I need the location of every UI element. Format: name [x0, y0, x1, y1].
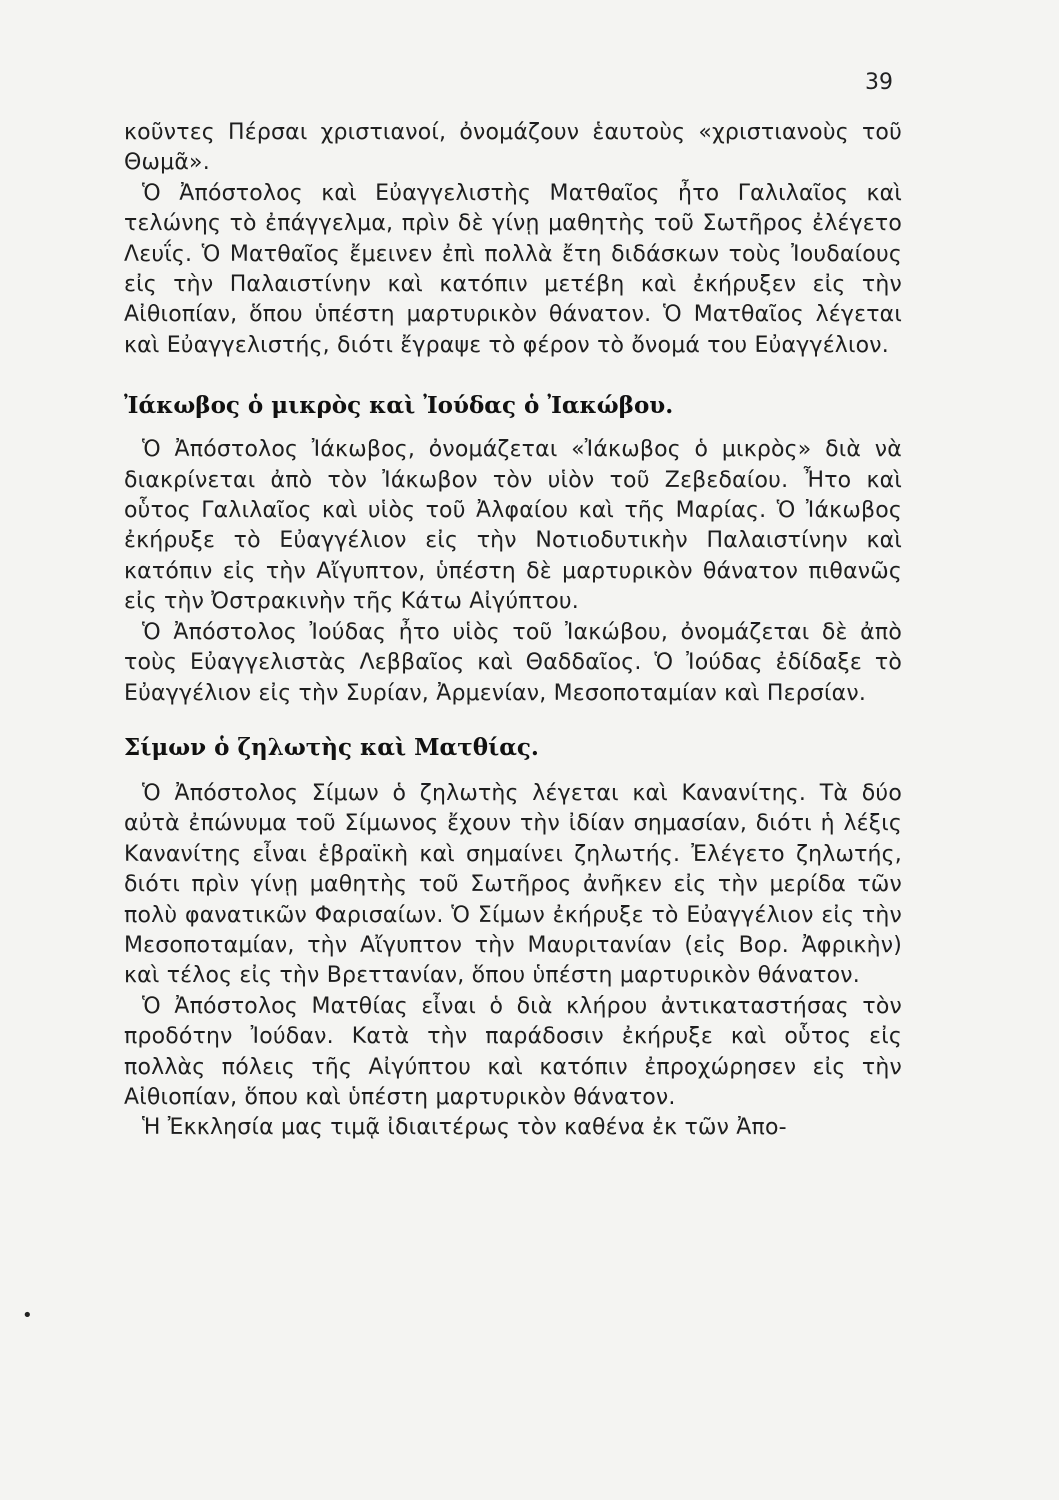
page-number: 39	[865, 70, 893, 95]
matthew-paragraph: Ὁ Ἀπόστολος καὶ Εὐαγγελιστὴς Ματθαῖος ἦτο Γαλιλαῖος καὶ τελώνης τὸ ἐπάγγελμα, πρὶν δὲ γίνῃ μαθητὴς τοῦ Σωτῆρος ἐλέγετο Λευΐς. Ὁ Ματθαῖος ἔμεινεν ἐπὶ πολλὰ ἔτη διδάσκων τοὺς Ἰουδαίους εἰς τὴν Παλαιστίνην καὶ κατόπιν μετέβη καὶ ἐκήρυξεν εἰς τὴν Αἰθιοπίαν, ὅπου ὑπέστη μαρτυρικὸν θάνατον. Ὁ Ματθαῖος λέγεται καὶ Εὐαγγελιστής, διότι ἔγραψε τὸ φέρον τὸ ὄνομά του Εὐαγγέλιον.	[124, 180, 902, 358]
intro-paragraph: κοῦντες Πέρσαι χριστιανοί, ὀνομάζουν ἑαυτοὺς «χριστιανοὺς τοῦ Θωμᾶ».	[124, 120, 902, 176]
james-paragraph: Ὁ Ἀπόστολος Ἰάκωβος, ὀνομάζεται «Ἰάκωβος ὁ μικρὸς» διὰ νὰ διακρίνεται ἀπὸ τὸν Ἰάκωβον τὸν υἱὸν τοῦ Ζεβεδαίου. Ἦτο καὶ οὗτος Γαλιλαῖος καὶ υἱὸς τοῦ Ἀλφαίου καὶ τῆς Μαρίας. Ὁ Ἰάκωβος ἐκήρυξε τὸ Εὐαγγέλιον εἰς τὴν Νοτιοδυτικὴν Παλαιστίνην καὶ κατόπιν εἰς τὴν Αἴγυπτον, ὑπέστη δὲ μαρτυρικὸν θάνατον πιθανῶς εἰς τὴν Ὀστρακινὴν τῆς Κάτω Αἰγύπτου.	[124, 437, 902, 615]
jude-paragraph: Ὁ Ἀπόστολος Ἰούδας ἦτο υἱὸς τοῦ Ἰακώβου, ὀνομάζεται δὲ ἀπὸ τοὺς Εὐαγγελιστὰς Λεββαῖος καὶ Θαδδαῖος. Ὁ Ἰούδας ἐδίδαξε τὸ Εὐαγγέλιον εἰς τὴν Συρίαν, Ἀρμενίαν, Μεσοποταμίαν καὶ Περσίαν.	[124, 619, 902, 706]
section-heading-james-jude: Ἰάκωβος ὁ μικρὸς καὶ Ἰούδας ὁ Ἰακώβου.	[124, 392, 674, 420]
body-text	[124, 118, 902, 1144]
closing-paragraph: Ἡ Ἐκκλησία μας τιμᾷ ἰδιαιτέρως τὸν καθένα ἐκ τῶν Ἀπο-	[142, 1115, 787, 1141]
simon-paragraph: Ὁ Ἀπόστολος Σίμων ὁ ζηλωτὴς λέγεται καὶ Κανανίτης. Τὰ δύο αὐτὰ ἐπώνυμα τοῦ Σίμωνος ἔχουν τὴν ἰδίαν σημασίαν, διότι ἡ λέξις Κανανίτης εἶναι ἑβραϊκὴ καὶ σημαίνει ζηλωτής. Ἐλέγετο ζηλωτής, διότι πρὶν γίνῃ μαθητὴς τοῦ Σωτῆρος ἀνῆκεν εἰς τὴν μερίδα τῶν πολὺ φανατικῶν Φαρισαίων. Ὁ Σίμων ἐκήρυξε τὸ Εὐαγγέλιον εἰς τὴν Μεσοποταμίαν, τὴν Αἴγυπτον τὴν Μαυριτανίαν (εἰς Βορ. Ἀφρικὴν) καὶ τέλος εἰς τὴν Βρεττανίαν, ὅπου ὑπέστη μαρτυρικὸν θάνατον.	[124, 780, 902, 989]
section-heading-simon-matthias: Σίμων ὁ ζηλωτὴς καὶ Ματθίας.	[124, 733, 539, 761]
margin-bullet-mark: •	[22, 1305, 33, 1326]
matthias-paragraph: Ὁ Ἀπόστολος Ματθίας εἶναι ὁ διὰ κλήρου ἀντικαταστήσας τὸν προδότην Ἰούδαν. Κατὰ τὴν παράδοσιν ἐκήρυξε καὶ οὗτος εἰς πολλὰς πόλεις τῆς Αἰγύπτου καὶ κατόπιν ἐπροχώρησεν εἰς τὴν Αἰθιοπίαν, ὅπου καὶ ὑπέστη μαρτυρικὸν θάνατον.	[124, 993, 902, 1110]
